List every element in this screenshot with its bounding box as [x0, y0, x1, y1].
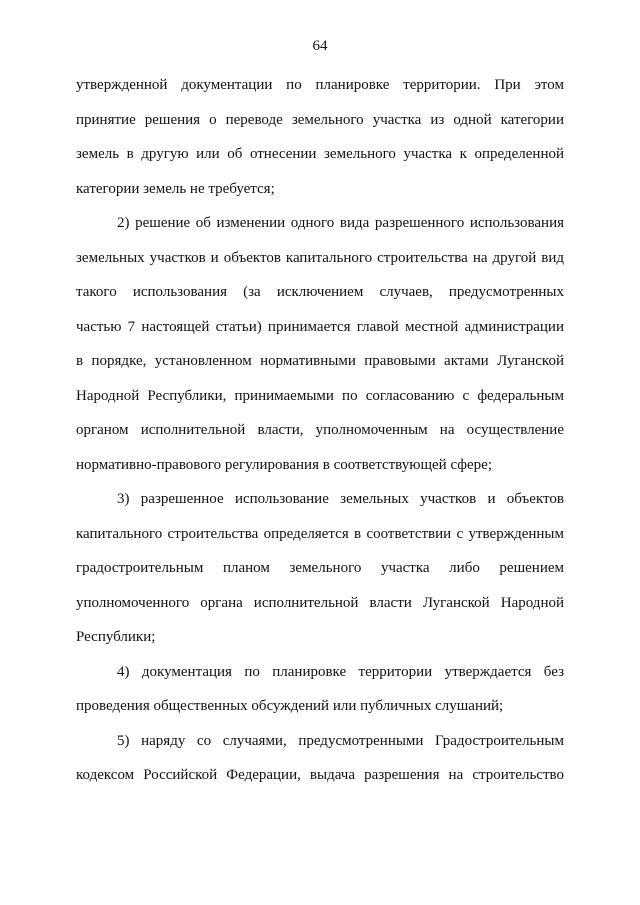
text-line: категории земель не требуется;: [76, 180, 275, 197]
text-line: земельных участков и объектов капитального строительства на другой вид: [76, 249, 564, 266]
text-line: в порядке, установленном нормативными правовыми актами Луганской: [76, 353, 564, 369]
text-line: 3) разрешенное использование земельных участков и объектов: [117, 491, 564, 507]
text-line: проведения общественных обсуждений или публичных слушаний;: [76, 698, 504, 714]
text-line: капитального строительства определяется в соответствии с утвержденным: [76, 525, 564, 542]
text-line: градостроительным планом земельного участка либо решением: [76, 560, 564, 576]
text-line: Республики;: [76, 629, 156, 645]
text-line: 2) решение об изменении одного вида разрешенного использования: [117, 215, 564, 231]
text-line: такого использования (за исключением случаев, предусмотренных: [76, 284, 564, 300]
text-line: уполномоченного органа исполнительной власти Луганской Народной: [76, 594, 564, 611]
text-line: Народной Республики, принимаемыми по согласованию с федеральным: [76, 387, 564, 404]
page-number: 64: [312, 38, 328, 54]
text-line: утвержденной документации по планировке территории. При этом: [76, 77, 564, 93]
text-line: 4) документация по планировке территории утверждается без: [117, 663, 564, 680]
text-line: 5) наряду со случаями, предусмотренными Градостроительным: [117, 732, 564, 749]
text-line: нормативно-правового регулирования в соответствующей сфере;: [76, 456, 492, 473]
text-line: принятие решения о переводе земельного участка из одной категории: [76, 111, 564, 128]
text-line: земель в другую или об отнесении земельного участка к определенной: [76, 146, 564, 162]
text-line: кодексом Российской Федерации, выдача разрешения на строительство: [76, 767, 564, 783]
text-line: частью 7 настоящей статьи) принимается главой местной администрации: [76, 318, 564, 335]
text-line: органом исполнительной власти, уполномоченным на осуществление: [76, 422, 564, 438]
document-body: [76, 68, 564, 793]
